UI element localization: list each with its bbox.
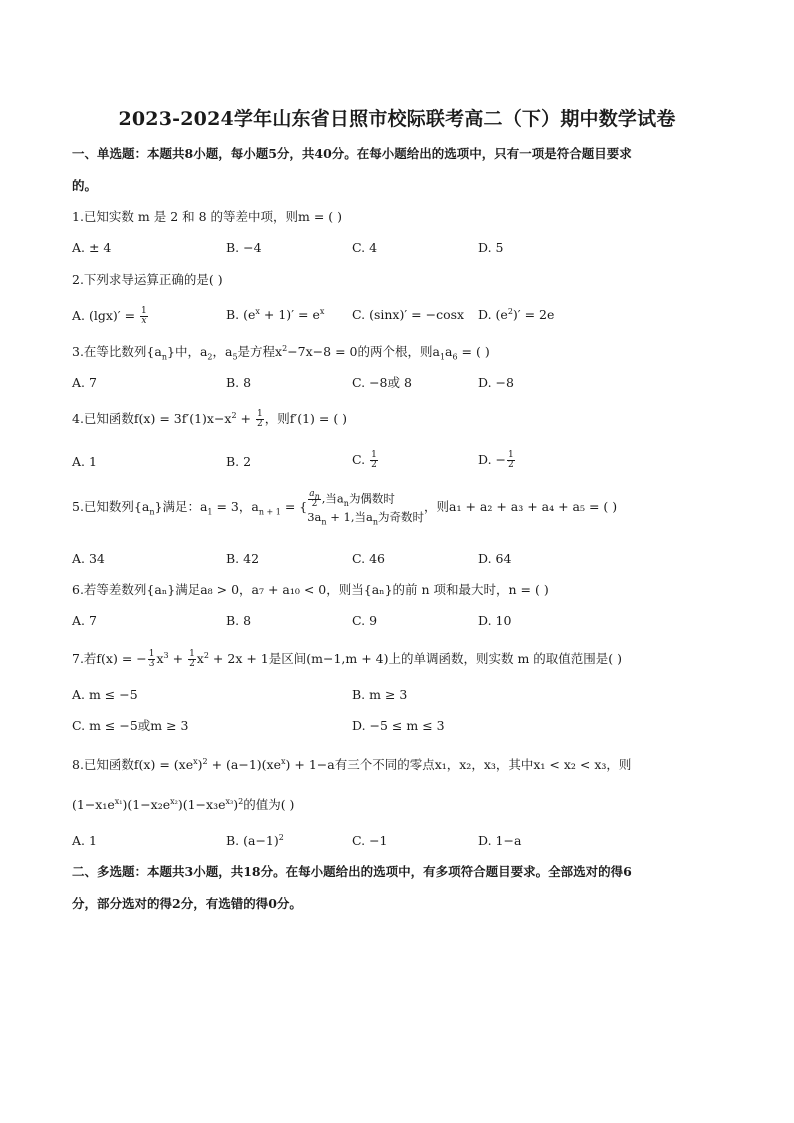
section1-heading-line1: 一、单选题：本题共8小题，每小题5分，共40分。在每小题给出的选项中，只有一项是符合题目要求 [72,146,632,161]
q2-d-part1: D. (e [478,307,508,322]
q3-s-n: n [161,352,167,362]
q7-frac1 [148,650,156,669]
q3-t4: 是方程x [237,344,283,359]
q2-option-a-fraction [140,307,148,326]
q4-d-fraction [507,451,515,470]
q3-t3: ，a [212,344,233,359]
q8-option-b-sup: 2 [278,832,284,842]
q5-option-a: A. 34 [72,551,105,566]
q3-option-d: D. −8 [478,375,514,390]
q4-d-num: 1 [508,450,514,460]
q3-t6: a [445,344,453,359]
q8-t3: + (a−1)(xe [207,757,281,772]
q4-sq: 2 [231,410,237,420]
q8-option-d: D. 1−a [478,833,522,848]
q1-option-c: C. 4 [352,240,378,255]
q5-sub-1: 1 [207,507,213,517]
q2-b-sup2: x [319,306,325,316]
q5-row1-sub: n [343,498,349,508]
q7-x3: x [156,651,164,666]
q5-row1-num-sub: n [314,491,320,501]
q8-l2-d: ) [233,797,239,812]
q8-option-c: C. −1 [352,833,388,848]
q7-sup3: 3 [163,650,169,660]
q5-row1-den: 2 [311,499,318,509]
q4-option-b: B. 2 [226,454,252,469]
q8-stem-line1 [72,757,631,773]
q5-row1-num-a: a [309,489,315,499]
q8-sq: 2 [202,756,208,766]
q6-option-a: A. 7 [72,613,97,628]
q3-s6: 6 [452,352,458,362]
q3-s5: 5 [232,352,238,362]
q3-stem [72,344,490,360]
q2-option-b [226,307,324,323]
q4-d-prefix: D. − [478,452,506,467]
q3-option-a: A. 7 [72,375,97,390]
q2-option-a [72,307,149,326]
q7-option-a: A. m ≤ −5 [72,687,138,702]
q4-option-d [478,451,516,470]
q5-sub-n1: n + 1 [258,507,281,517]
q8-t1: 8.已知函数f(x) = (xe [72,757,194,772]
q4-stem [72,410,347,429]
q8-option-a: A. 1 [72,833,97,848]
page-title: 2023-2024学年山东省日照市校际联考高二（下）期中数学试卷 [118,108,676,130]
q3-t5: −7x−8 = 0的两个根，则a [287,344,440,359]
q5-piecewise-row2 [307,509,424,525]
q4-den: 2 [257,419,263,429]
q8-l2-end: 的值为( ) [243,797,295,812]
q4-option-c [352,451,379,470]
q8-l2-a: (1−x₁e [72,797,115,812]
q1-stem: 1.已知实数 m 是 2 和 8 的等差中项，则m = ( ) [72,209,343,224]
q5-t3: = 3，a [212,499,259,514]
q4-c-num: 1 [371,450,377,460]
q7-t1: 7.若f(x) = − [72,651,147,666]
q8-sx1: x [193,756,198,766]
q4-c-prefix: C. [352,452,370,467]
q3-s1: 1 [439,352,446,362]
q3-t7: = ( ) [457,344,490,359]
q2-b-part1: B. (e [226,307,256,322]
q5-row2-text: 3a [307,510,322,524]
q2-option-a-text: A. (lgx)′ = [72,308,140,323]
q7-n2: 1 [189,649,195,659]
q4-t1: 4.已知函数f(x) = 3f′(1)x−x [72,411,232,426]
q4-t2: ，则f′(1) = ( ) [264,411,348,426]
q4-fraction [256,410,264,429]
q2-a-numerator: 1 [141,306,147,316]
q8-sx2: x [281,756,286,766]
q8-l2-sup: 2 [238,796,244,806]
q8-e2: x₂ [170,796,178,806]
q8-l2-c: )(1−x₃e [177,797,226,812]
q2-stem: 2.下列求导运算正确的是( ) [72,272,223,287]
q5-row2-mid: + 1,当a [326,510,373,524]
q7-option-c: C. m ≤ −5或m ≥ 3 [72,718,189,733]
q3-t2: }中，a [167,344,208,359]
q3-t1: 3.在等比数列{a [72,344,162,359]
q3-option-b: B. 8 [226,375,252,390]
q2-b-part2: + 1)′ = e [259,307,320,322]
q4-c-den: 2 [371,460,377,470]
q5-sub-n: n [149,507,155,517]
q3-sq: 2 [282,343,288,353]
q1-option-b: B. −4 [226,240,262,255]
q2-b-sup1: x [255,306,260,316]
q5-t4: = { [280,499,308,514]
q2-option-c: C. (sinx)′ = −cosx [352,307,465,322]
q7-d1: 3 [148,659,155,669]
q1-option-a: A. ± 4 [72,240,112,255]
q3-option-c: C. −8或 8 [352,375,412,390]
q7-sup2: 2 [203,650,209,660]
q8-t2: ) [197,757,203,772]
q5-option-b: B. 42 [226,551,260,566]
q5-row1-end: 为偶数时 [348,491,395,506]
q5-piecewise [307,490,424,525]
q5-row1-text: ,当a [321,491,344,506]
q5-row1-fraction [308,490,321,509]
q5-stem [72,490,617,525]
q5-option-c: C. 46 [352,551,385,566]
q7-d2: 2 [189,659,195,669]
q7-t2: + 2x + 1是区间(m−1,m + 4)上的单调函数，则实数 m 的取值范围是( ) [208,651,623,666]
q8-option-b [226,833,284,849]
section1-heading-line2: 的。 [72,178,98,193]
q7-plus: + [168,651,188,666]
q6-option-b: B. 8 [226,613,252,628]
q4-c-fraction [370,451,378,470]
q8-l2-b: )(1−x₂e [122,797,171,812]
q5-t2: }满足：a [154,499,208,514]
q8-option-b-text: B. (a−1) [226,833,279,848]
q7-x2: x [196,651,204,666]
q2-d-part2: )′ = 2e [512,307,555,322]
q2-d-sup: 2 [507,306,513,316]
q7-n1: 1 [148,649,155,659]
q7-option-b: B. m ≥ 3 [352,687,408,702]
q4-plus: + [236,411,255,426]
section2-heading-line2: 分，部分选对的得2分，有选错的得0分。 [72,896,302,911]
q8-e3: x₃ [225,796,234,806]
q6-stem: 6.若等差数列{aₙ}满足a₈ > 0，a₇ + a₁₀ < 0，则当{aₙ}的前 n 项和最大时，n = ( ) [72,582,549,597]
q8-stem-line2 [72,797,294,813]
q7-stem [72,650,622,669]
q4-num: 1 [257,409,263,419]
section2-heading-line1: 二、多选题：本题共3小题，共18分。在每小题给出的选项中，有多项符合题目要求。全部选对的得6 [72,864,632,879]
q4-option-a: A. 1 [72,454,97,469]
q8-e1: x₁ [114,796,123,806]
q5-piecewise-row1 [307,490,424,509]
q5-row2-end: 为奇数时 [378,510,425,524]
q2-a-denominator: x [141,316,147,326]
q2-option-d [478,307,554,323]
q5-t1: 5.已知数列{a [72,499,150,514]
q5-row2-sub: n [321,517,327,527]
q6-option-d: D. 10 [478,613,512,628]
q5-option-d: D. 64 [478,551,512,566]
q5-row2-sub2: n [372,517,379,527]
q6-option-c: C. 9 [352,613,378,628]
q3-s2: 2 [207,352,213,362]
q8-t4: ) + 1−a有三个不同的零点x₁，x₂，x₃，其中x₁ < x₂ < x₃，则 [285,757,632,772]
q4-d-den: 2 [508,460,514,470]
q7-option-d: D. −5 ≤ m ≤ 3 [352,718,445,733]
q5-t5: ，则a₁ + a₂ + a₃ + a₄ + a₅ = ( ) [424,499,618,514]
q1-option-d: D. 5 [478,240,504,255]
q7-frac2 [188,650,196,669]
